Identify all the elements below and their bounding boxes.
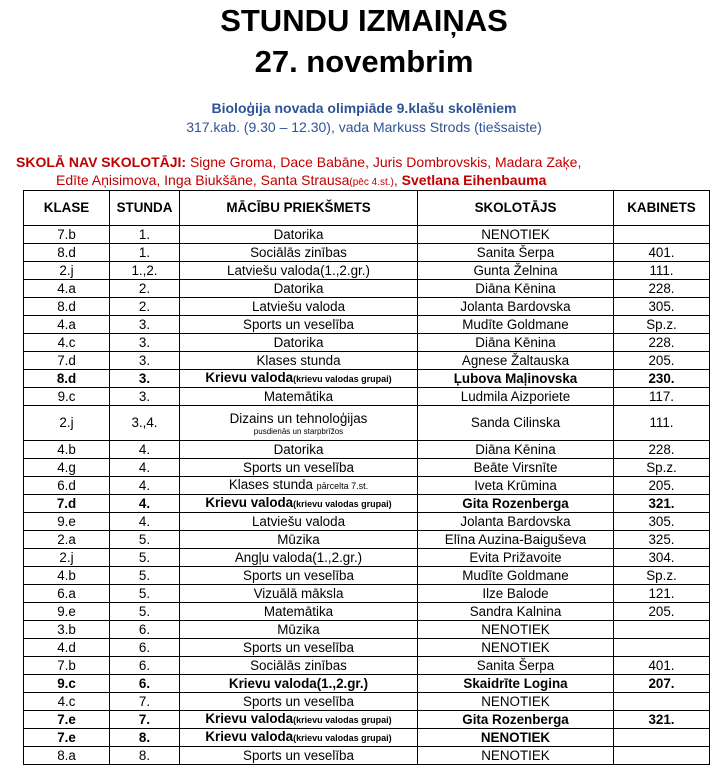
cell-stunda: 2.: [110, 298, 180, 316]
header-stunda: STUNDA: [110, 191, 180, 226]
subject-name: Matemātika: [263, 388, 334, 404]
cell-room: 321.: [614, 711, 710, 729]
cell-subject: [180, 316, 418, 334]
cell-room: 228.: [614, 334, 710, 352]
cell-subject: [180, 441, 418, 459]
table-row: [24, 262, 710, 280]
subject-name: Sports un veselība: [243, 459, 354, 475]
cell-room: [614, 639, 710, 657]
cell-subject: [180, 747, 418, 765]
olympiad-details: 317.kab. (9.30 – 12.30), vada Markuss Strods (tiešsaiste): [186, 119, 542, 135]
table-row: [24, 316, 710, 334]
cell-klase: 9.c: [24, 675, 110, 693]
cell-stunda: 3.: [110, 370, 180, 388]
cell-teacher: Mudīte Goldmane: [418, 567, 614, 585]
absent-teachers-line-1: [16, 154, 726, 171]
cell-teacher: NENOTIEK: [418, 621, 614, 639]
cell-subject: [180, 262, 418, 280]
cell-klase: 7.d: [24, 495, 110, 513]
header-teacher: SKOLOTĀJS: [418, 191, 614, 226]
absent-teachers-line-2: [56, 172, 726, 191]
table-row: [24, 226, 710, 244]
cell-subject: [180, 406, 418, 441]
cell-teacher: Sanita Šerpa: [418, 244, 614, 262]
cell-klase: 7.e: [24, 729, 110, 747]
table-row: [24, 370, 710, 388]
cell-klase: 4.b: [24, 441, 110, 459]
cell-klase: 8.d: [24, 244, 110, 262]
cell-stunda: 6.: [110, 657, 180, 675]
cell-room: Sp.z.: [614, 567, 710, 585]
cell-room: 111.: [614, 262, 710, 280]
subject-name: Matemātika: [263, 603, 334, 619]
absent-teachers-separator: ,: [393, 172, 402, 188]
cell-klase: 8.d: [24, 298, 110, 316]
cell-subject: [180, 298, 418, 316]
subject-note: pusdienās un starpbrīžos: [253, 426, 344, 436]
cell-subject: [180, 693, 418, 711]
table-row: [24, 388, 710, 406]
table-row: [24, 441, 710, 459]
subject-name: Krievu valoda: [205, 495, 294, 510]
cell-klase: 9.c: [24, 388, 110, 406]
absent-teachers-label: SKOLĀ NAV SKOLOTĀJI:: [16, 154, 187, 170]
subject-name: Datorika: [273, 226, 324, 242]
cell-teacher: Diāna Kēnina: [418, 334, 614, 352]
cell-room: 205.: [614, 352, 710, 370]
cell-stunda: 5.: [110, 567, 180, 585]
subject-name: Datorika: [273, 280, 324, 296]
absent-teachers-last: Svetlana Eihenbauma: [401, 172, 547, 188]
subject-name: Sports un veselība: [243, 316, 354, 332]
table-row: [24, 693, 710, 711]
cell-teacher: Gita Rozenberga: [418, 711, 614, 729]
subject-name: Latviešu valoda(1.,2.gr.): [227, 262, 370, 278]
cell-stunda: 4.: [110, 477, 180, 495]
olympiad-title: Bioloģija novada olimpiāde 9.klašu skolēniem: [211, 100, 517, 116]
table-row: [24, 298, 710, 316]
table-row: [24, 244, 710, 262]
header-subject: MĀCĪBU PRIEKŠMETS: [180, 191, 418, 226]
cell-teacher: Diāna Kēnina: [418, 280, 614, 298]
cell-room: [614, 693, 710, 711]
cell-klase: 6.d: [24, 477, 110, 495]
cell-stunda: 5.: [110, 531, 180, 549]
cell-room: 121.: [614, 585, 710, 603]
table-row: [24, 280, 710, 298]
cell-subject: [180, 531, 418, 549]
table-row: [24, 495, 710, 513]
cell-room: 304.: [614, 549, 710, 567]
cell-subject: [180, 352, 418, 370]
header-klase: KLASE: [24, 191, 110, 226]
cell-klase: 2.j: [24, 406, 110, 441]
cell-room: 117.: [614, 388, 710, 406]
cell-subject: [180, 459, 418, 477]
cell-klase: 2.a: [24, 531, 110, 549]
cell-room: 205.: [614, 603, 710, 621]
page-title: STUNDU IZMAIŅAS: [220, 3, 508, 38]
cell-stunda: 3.: [110, 388, 180, 406]
cell-teacher: Ilze Balode: [418, 585, 614, 603]
cell-stunda: 7.: [110, 711, 180, 729]
cell-subject: [180, 226, 418, 244]
header-room: KABINETS: [614, 191, 710, 226]
cell-stunda: 4.: [110, 513, 180, 531]
cell-klase: 7.b: [24, 657, 110, 675]
table-row: [24, 334, 710, 352]
cell-teacher: Iveta Krūmina: [418, 477, 614, 495]
table-row: [24, 549, 710, 567]
table-row: [24, 603, 710, 621]
table-row: [24, 352, 710, 370]
cell-subject: [180, 639, 418, 657]
cell-subject: [180, 729, 418, 747]
cell-subject: [180, 495, 418, 513]
subject-name: Sports un veselība: [243, 567, 354, 583]
cell-subject: [180, 280, 418, 298]
cell-room: [614, 747, 710, 765]
cell-subject: [180, 388, 418, 406]
cell-teacher: Ludmila Aizporiete: [418, 388, 614, 406]
cell-teacher: Beāte Virsnīte: [418, 459, 614, 477]
table-row: [24, 675, 710, 693]
cell-teacher: Diāna Kēnina: [418, 441, 614, 459]
cell-teacher: Sandra Kalnina: [418, 603, 614, 621]
subject-note: (krievu valodas grupai): [293, 374, 392, 384]
cell-teacher: Elīna Auzina-Baiguševa: [418, 531, 614, 549]
cell-stunda: 2.: [110, 280, 180, 298]
cell-klase: 4.c: [24, 693, 110, 711]
cell-stunda: 5.: [110, 603, 180, 621]
table-row: [24, 585, 710, 603]
table-row: [24, 711, 710, 729]
cell-klase: 4.a: [24, 316, 110, 334]
subject-note: pārcelta 7.st.: [316, 481, 369, 491]
subject-name: Krievu valoda: [205, 370, 294, 385]
cell-room: 305.: [614, 298, 710, 316]
cell-stunda: 1.: [110, 244, 180, 262]
subject-name: Klases stunda: [228, 477, 317, 492]
page-date: 27. novembrim: [254, 44, 474, 79]
cell-room: 228.: [614, 280, 710, 298]
subject-name: Datorika: [273, 441, 324, 457]
cell-subject: [180, 244, 418, 262]
table-row: [24, 621, 710, 639]
cell-subject: [180, 370, 418, 388]
cell-klase: 4.b: [24, 567, 110, 585]
cell-room: 111.: [614, 406, 710, 441]
cell-subject: [180, 621, 418, 639]
cell-klase: 7.e: [24, 711, 110, 729]
cell-teacher: Gita Rozenberga: [418, 495, 614, 513]
cell-klase: 7.b: [24, 226, 110, 244]
subject-name: Klases stunda: [256, 352, 341, 368]
cell-subject: [180, 711, 418, 729]
subject-name: Angļu valoda(1.,2.gr.): [234, 549, 363, 565]
cell-room: 228.: [614, 441, 710, 459]
cell-klase: 9.e: [24, 603, 110, 621]
cell-klase: 7.d: [24, 352, 110, 370]
cell-stunda: 4.: [110, 441, 180, 459]
cell-room: Sp.z.: [614, 459, 710, 477]
cell-klase: 2.j: [24, 549, 110, 567]
table-row: [24, 459, 710, 477]
table-row: [24, 639, 710, 657]
subject-note: (krievu valodas grupai): [293, 499, 392, 509]
cell-stunda: 5.: [110, 585, 180, 603]
subject-name: Krievu valoda: [205, 711, 294, 726]
cell-stunda: 3.: [110, 316, 180, 334]
table-row: [24, 567, 710, 585]
cell-teacher: Sanda Cilinska: [418, 406, 614, 441]
cell-room: 230.: [614, 370, 710, 388]
cell-teacher: NENOTIEK: [418, 747, 614, 765]
cell-stunda: 1.,2.: [110, 262, 180, 280]
cell-subject: [180, 334, 418, 352]
subject-name: Latviešu valoda: [251, 513, 346, 529]
cell-stunda: 8.: [110, 747, 180, 765]
cell-stunda: 4.: [110, 495, 180, 513]
table-body: [24, 226, 710, 765]
subject-name: Latviešu valoda: [251, 298, 346, 314]
cell-room: 401.: [614, 657, 710, 675]
subject-name: Krievu valoda(1.,2.gr.): [228, 675, 369, 691]
table-row: [24, 729, 710, 747]
cell-teacher: NENOTIEK: [418, 729, 614, 747]
cell-subject: [180, 567, 418, 585]
cell-klase: 6.a: [24, 585, 110, 603]
cell-stunda: 7.: [110, 693, 180, 711]
cell-room: Sp.z.: [614, 316, 710, 334]
schedule-changes-table: [23, 190, 710, 765]
cell-stunda: 5.: [110, 549, 180, 567]
cell-stunda: 3.: [110, 334, 180, 352]
subject-name: Sociālās zinības: [250, 244, 347, 260]
cell-klase: 4.a: [24, 280, 110, 298]
absent-teachers-note: (pēc 4.st.): [349, 177, 394, 188]
subject-name: Sociālās zinības: [250, 657, 347, 673]
cell-teacher: Agnese Žaltauska: [418, 352, 614, 370]
cell-stunda: 3.,4.: [110, 406, 180, 441]
cell-subject: [180, 513, 418, 531]
cell-stunda: 4.: [110, 459, 180, 477]
cell-teacher: NENOTIEK: [418, 639, 614, 657]
cell-teacher: Sanita Šerpa: [418, 657, 614, 675]
table-row: [24, 477, 710, 495]
subject-note: (krievu valodas grupai): [293, 715, 392, 725]
absent-teachers-names-2: Edīte Aņisimova, Inga Biukšāne, Santa Strausa: [56, 172, 350, 188]
cell-klase: 3.b: [24, 621, 110, 639]
cell-klase: 4.c: [24, 334, 110, 352]
cell-teacher: Skaidrīte Logina: [418, 675, 614, 693]
cell-room: 321.: [614, 495, 710, 513]
cell-teacher: NENOTIEK: [418, 693, 614, 711]
cell-subject: [180, 585, 418, 603]
subject-name: Mūzika: [277, 531, 320, 547]
cell-stunda: 6.: [110, 639, 180, 657]
cell-room: 401.: [614, 244, 710, 262]
table-row: [24, 657, 710, 675]
cell-subject: [180, 675, 418, 693]
cell-teacher: NENOTIEK: [418, 226, 614, 244]
cell-stunda: 3.: [110, 352, 180, 370]
cell-subject: [180, 603, 418, 621]
cell-stunda: 6.: [110, 621, 180, 639]
cell-room: 207.: [614, 675, 710, 693]
cell-teacher: Jolanta Bardovska: [418, 513, 614, 531]
cell-klase: 8.a: [24, 747, 110, 765]
table-row: [24, 406, 710, 441]
table-row: [24, 513, 710, 531]
subject-name: Krievu valoda: [205, 729, 294, 744]
table-header-row: [24, 191, 710, 226]
cell-klase: 4.d: [24, 639, 110, 657]
subject-name: Vizuālā māksla: [253, 585, 344, 601]
cell-subject: [180, 549, 418, 567]
absent-teachers-names: Signe Groma, Dace Babāne, Juris Dombrovskis, Madara Zaķe,: [186, 154, 582, 170]
cell-teacher: Evita Prižavoite: [418, 549, 614, 567]
cell-room: [614, 621, 710, 639]
cell-klase: 2.j: [24, 262, 110, 280]
cell-subject: [180, 657, 418, 675]
cell-stunda: 8.: [110, 729, 180, 747]
cell-room: [614, 226, 710, 244]
cell-teacher: Gunta Želnina: [418, 262, 614, 280]
subject-name: Sports un veselība: [243, 747, 354, 763]
table-row: [24, 747, 710, 765]
cell-room: [614, 729, 710, 747]
subject-note: (krievu valodas grupai): [293, 733, 392, 743]
cell-teacher: Ļubova Maļinovska: [418, 370, 614, 388]
cell-room: 205.: [614, 477, 710, 495]
subject-name: Mūzika: [277, 621, 320, 637]
cell-klase: 8.d: [24, 370, 110, 388]
cell-room: 305.: [614, 513, 710, 531]
subject-name: Dizains un tehnoloģijas: [229, 410, 368, 426]
cell-teacher: Jolanta Bardovska: [418, 298, 614, 316]
cell-klase: 4.g: [24, 459, 110, 477]
cell-klase: 9.e: [24, 513, 110, 531]
cell-subject: [180, 477, 418, 495]
subject-name: Sports un veselība: [243, 693, 354, 709]
cell-teacher: Mudīte Goldmane: [418, 316, 614, 334]
table-row: [24, 531, 710, 549]
subject-name: Sports un veselība: [243, 639, 354, 655]
cell-stunda: 1.: [110, 226, 180, 244]
cell-room: 325.: [614, 531, 710, 549]
subject-name: Datorika: [273, 334, 324, 350]
cell-stunda: 6.: [110, 675, 180, 693]
